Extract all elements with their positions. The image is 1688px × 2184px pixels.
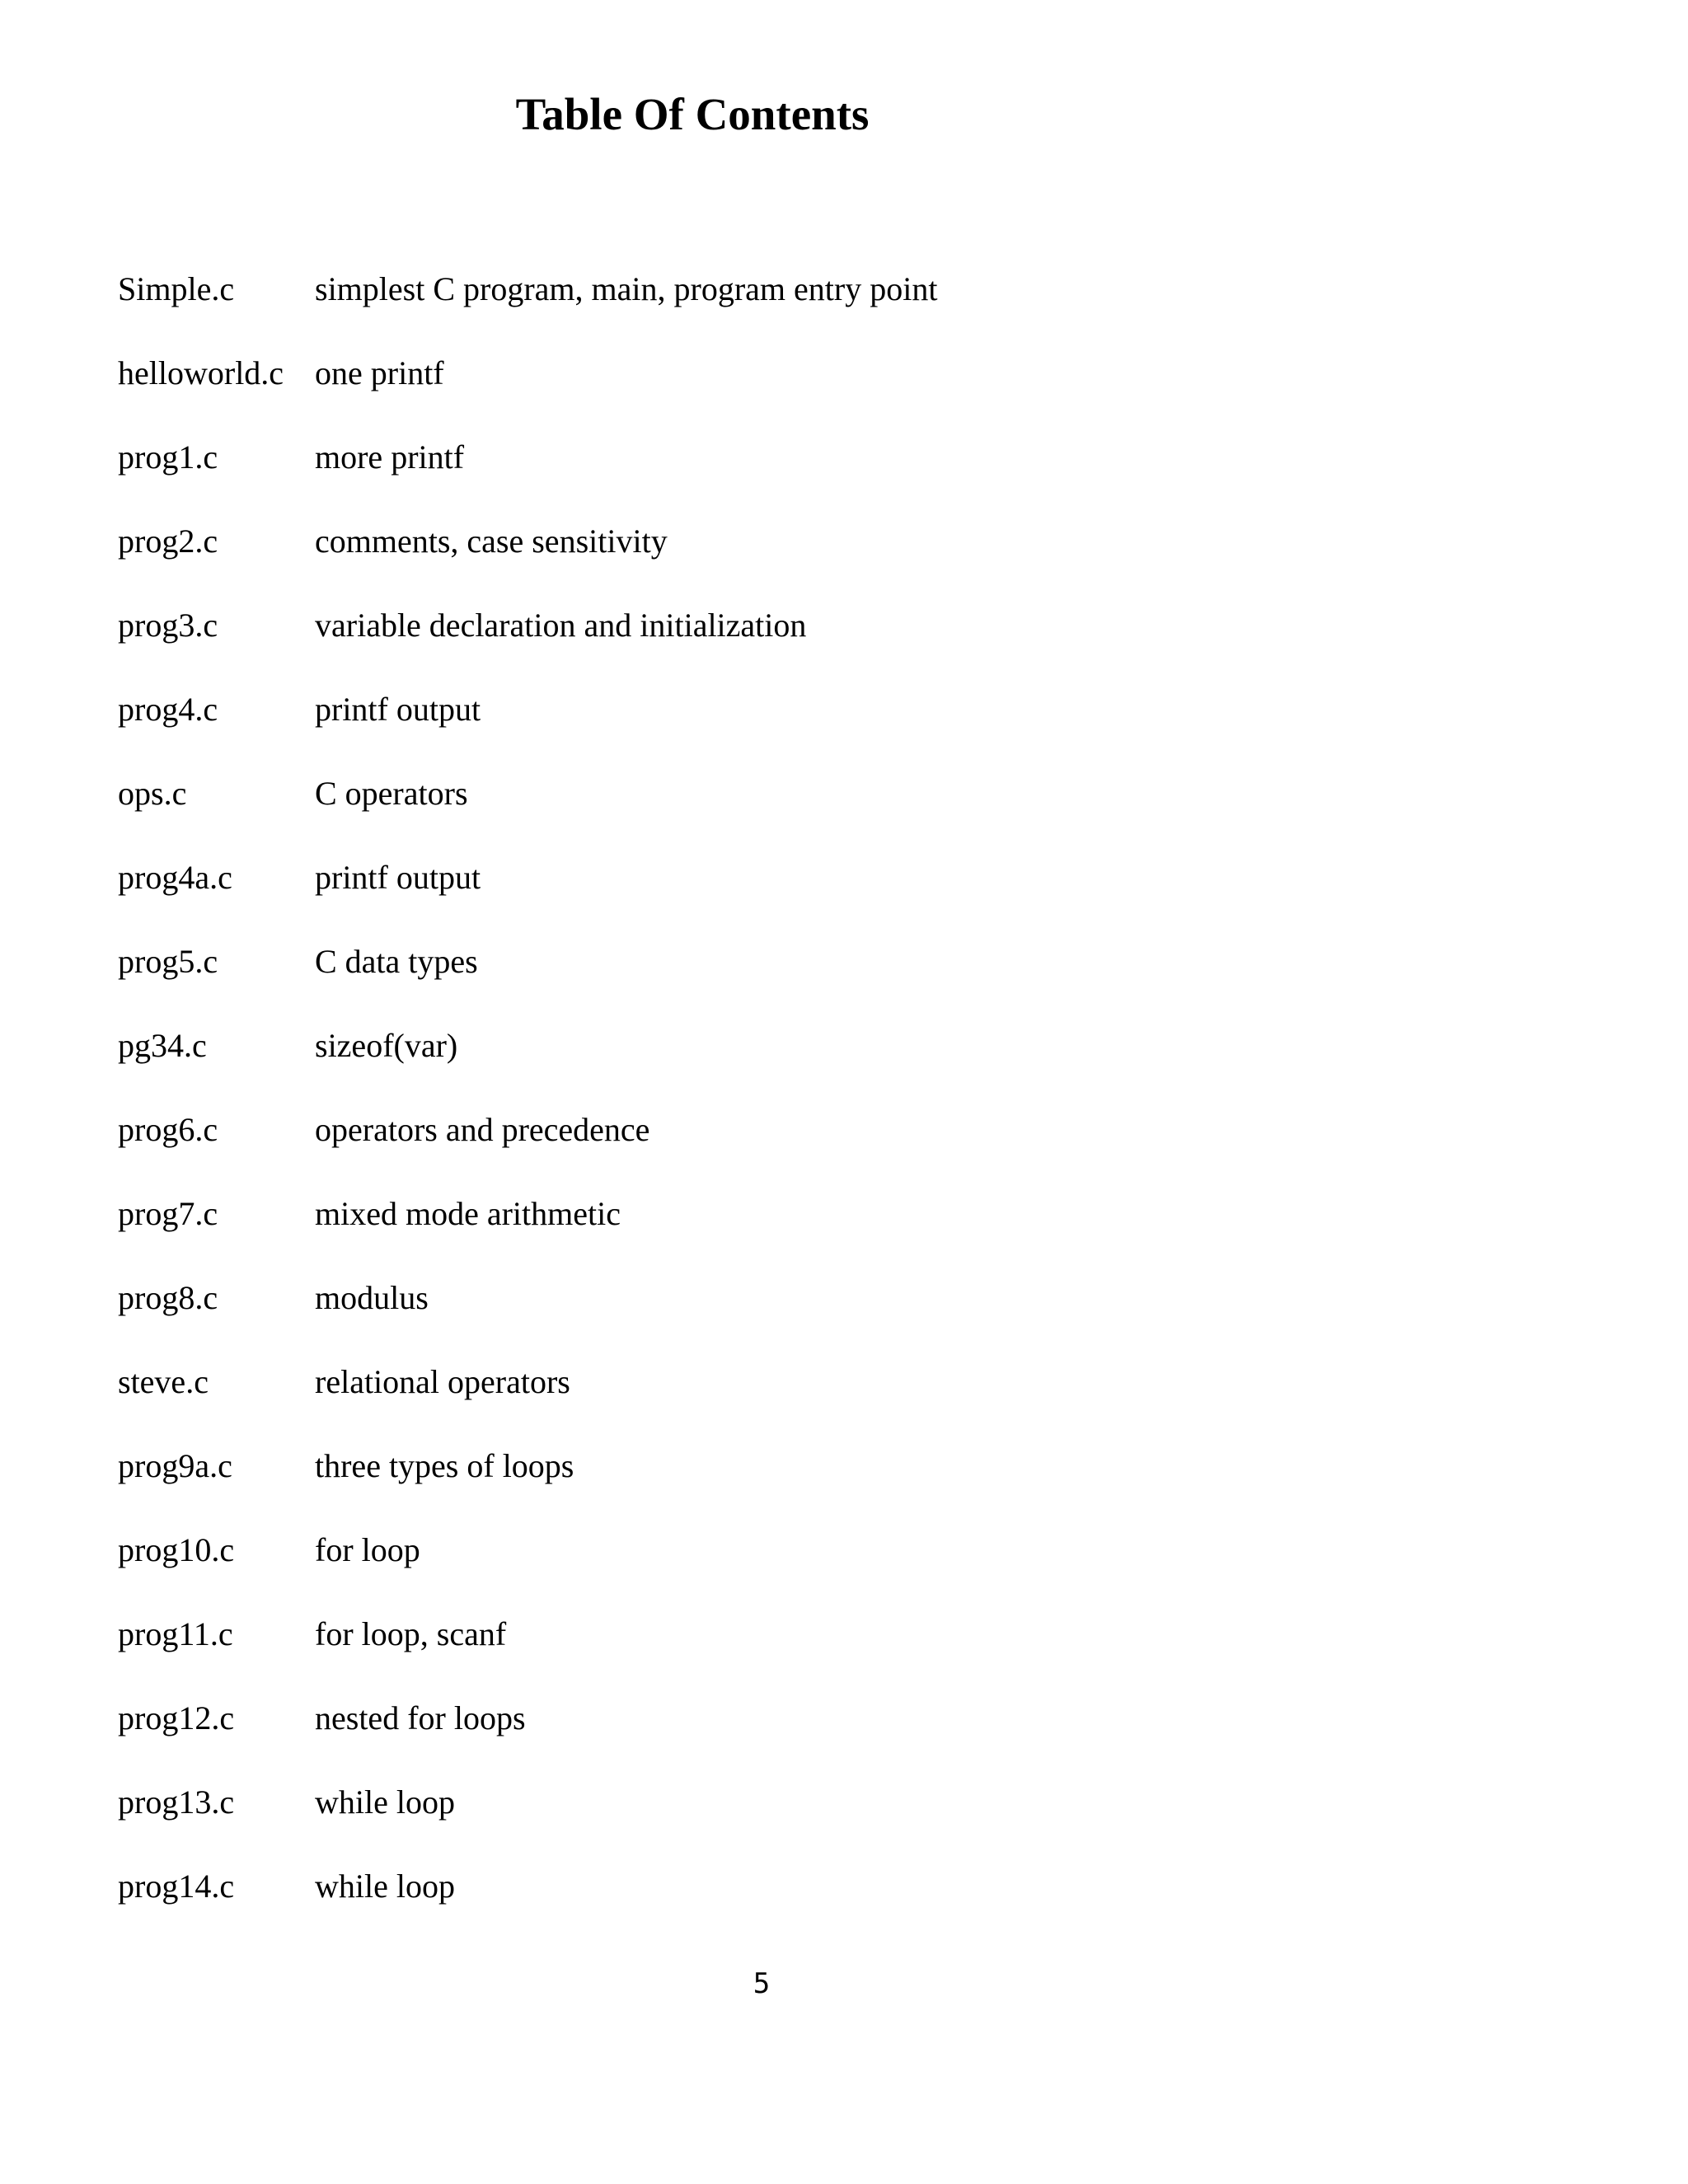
toc-entry (118, 1782, 1519, 1866)
page-title: Table Of Contents (515, 89, 870, 139)
toc-file-name: ops.c (118, 775, 187, 812)
toc-file-name: prog9a.c (118, 1447, 232, 1484)
toc-description: relational operators (315, 1363, 570, 1400)
toc-description: sizeof(var) (315, 1027, 458, 1064)
toc-file-name: prog6.c (118, 1111, 218, 1148)
toc-description: mixed mode arithmetic (315, 1195, 621, 1232)
toc-entry (118, 941, 1519, 1025)
toc-description: comments, case sensitivity (315, 523, 668, 560)
toc-entry (118, 857, 1519, 941)
toc-entry (118, 437, 1519, 521)
toc-file-name: prog7.c (118, 1195, 218, 1232)
toc-description: more printf (315, 438, 465, 476)
toc-file-name: prog1.c (118, 438, 218, 476)
toc-file-name: helloworld.c (118, 354, 284, 391)
toc-description: operators and precedence (315, 1111, 650, 1148)
toc-entry (118, 1698, 1519, 1782)
toc-entry (118, 1277, 1519, 1361)
toc-file-name: pg34.c (118, 1027, 207, 1064)
toc-file-name: prog2.c (118, 523, 218, 560)
toc-entry (118, 269, 1519, 353)
toc-description: three types of loops (315, 1447, 574, 1484)
toc-description: C data types (315, 943, 478, 980)
toc-file-name: prog8.c (118, 1279, 218, 1316)
toc-entry (118, 1361, 1519, 1446)
toc-entry (118, 773, 1519, 857)
toc-entry (118, 1109, 1519, 1193)
toc-description: printf output (315, 691, 481, 728)
toc-file-name: prog13.c (118, 1783, 235, 1821)
toc-file-name: prog3.c (118, 607, 218, 644)
toc-entry (118, 521, 1519, 605)
toc-description: one printf (315, 354, 444, 391)
toc-entry (118, 1866, 1519, 1950)
toc-description: for loop (315, 1531, 420, 1568)
toc-description: while loop (315, 1783, 455, 1821)
toc-description: nested for loops (315, 1699, 526, 1736)
toc-entry (118, 1193, 1519, 1277)
toc-file-name: Simple.c (118, 270, 235, 307)
toc-entry (118, 1025, 1519, 1109)
toc-file-name: prog12.c (118, 1699, 235, 1736)
toc-description: variable declaration and initialization (315, 607, 807, 644)
toc-entry (118, 689, 1519, 773)
toc-description: modulus (315, 1279, 429, 1316)
toc-file-name: prog4a.c (118, 859, 232, 896)
toc-entry (118, 605, 1519, 689)
page-number: 5 (753, 1967, 771, 2000)
toc-entry (118, 1614, 1519, 1698)
toc-list (118, 269, 1519, 1950)
toc-description: for loop, scanf (315, 1615, 507, 1652)
toc-entry (118, 1446, 1519, 1530)
toc-description: while loop (315, 1868, 455, 1905)
toc-file-name: prog11.c (118, 1615, 233, 1652)
toc-entry (118, 1530, 1519, 1614)
toc-file-name: steve.c (118, 1363, 209, 1400)
toc-file-name: prog10.c (118, 1531, 235, 1568)
toc-description: printf output (315, 859, 481, 896)
toc-file-name: prog4.c (118, 691, 218, 728)
toc-description: simplest C program, main, program entry point (315, 270, 938, 307)
toc-file-name: prog14.c (118, 1868, 235, 1905)
toc-entry (118, 353, 1519, 437)
toc-file-name: prog5.c (118, 943, 218, 980)
toc-description: C operators (315, 775, 468, 812)
